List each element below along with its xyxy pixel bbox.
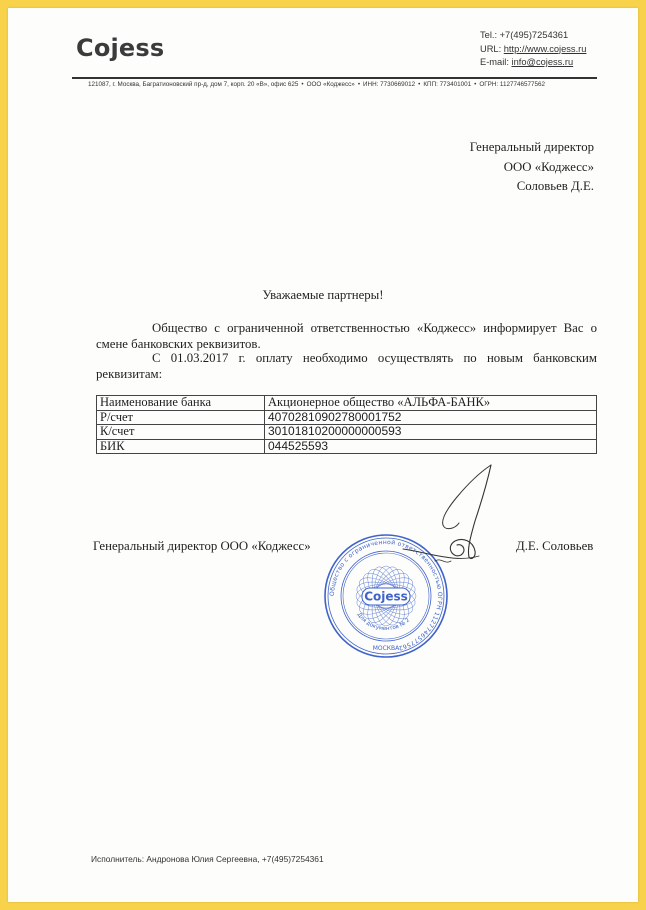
signatory-name: Д.Е. Соловьев [516,539,594,553]
bank-details-table [96,395,597,454]
email-link[interactable]: info@cojess.ru [511,57,574,67]
paragraph-payment: С 01.03.2017 г. оплату необходимо осуществлять по новым банковским реквизитам: [96,351,597,381]
row-value: Акционерное общество «АЛЬФА-БАНК» [265,396,597,411]
phone-line: Tel.: +7(495)7254361 [480,30,569,40]
salutation: Уважаемые партнеры! [262,288,384,302]
company-details-line: 121087, г. Москва, Багратионовский пр-д, дом 7, корп. 20 «В», офис 625 • ООО «Коджесс» • ИНН: 7730669012 • КПП: 773401001 • ОГРН: 1127746577562 [88,81,545,88]
signatory-position: Генеральный директор ООО «Коджесс» [93,539,311,553]
row-label: БИК [97,439,265,454]
stamp-inner-text: Для документов № 2 [355,611,412,633]
row-value: 30101810200000000593 [265,425,597,440]
contact-block [480,29,586,70]
table-row [97,439,597,454]
paragraph-notice: Общество с ограниченной ответственностью «Коджесс» информирует Вас о смене банковских реквизитов. [96,321,597,351]
svg-text:Для документов № 2 [356,612,411,632]
addressee-block: Генеральный директор ООО «Коджесс» Соловьев Д.Е. [469,140,594,193]
website-link[interactable]: http://www.cojess.ru [503,43,587,54]
table-row [97,396,597,411]
letter-sheet [8,8,638,902]
stamp-city: МОСКВА [372,645,400,652]
executor-line: Исполнитель: Андронова Юлия Сергеевна, +7(495)7254361 [91,854,324,864]
handwritten-signature [383,463,503,573]
stamp-ring-text: Общество с ограниченной ответственностью ОГРН 1127746577562 [328,538,444,652]
email-line: E-mail: info@cojess.ru [480,57,574,67]
row-label: Наименование банка [97,396,265,411]
company-logo: Cojess [76,34,165,62]
url-line: URL: http://www.cojess.ru [480,43,587,54]
stamp-center-text: Cojess [364,589,408,604]
row-label: К/счет [97,425,265,440]
row-label: Р/счет [97,410,265,425]
row-value: 40702810902780001752 [265,410,597,425]
row-value: 044525593 [265,439,597,454]
header-divider [72,77,597,79]
table-row [97,425,597,440]
table-row [97,410,597,425]
